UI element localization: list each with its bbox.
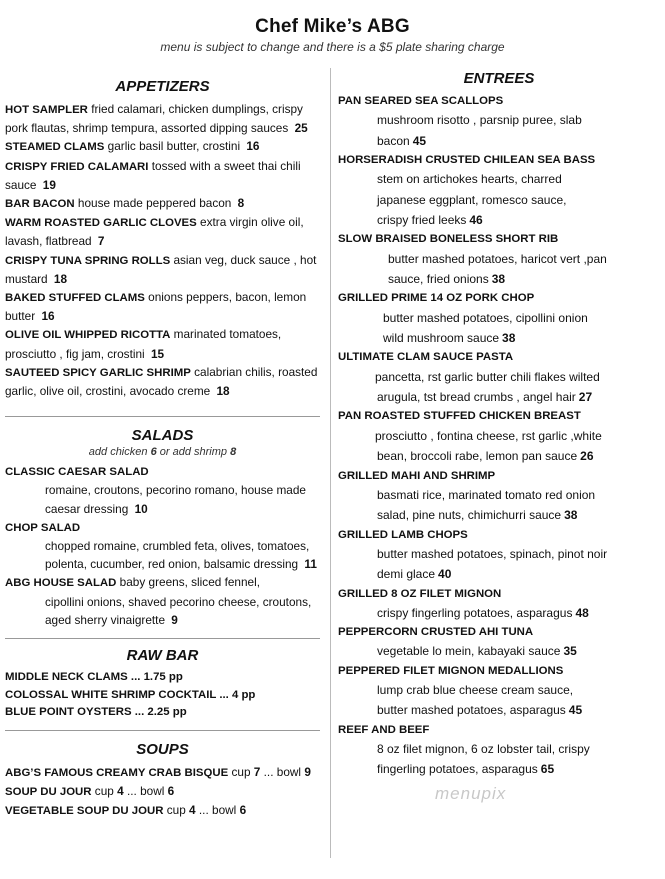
section-divider: [5, 416, 320, 417]
soup-item: VEGETABLE SOUP DU JOUR cup 4 ... bowl 6: [5, 802, 247, 817]
menu-item: PAN SEARED SEA SCALLOPS mushroom risotto , parsnip puree, slab bacon 45: [338, 95, 582, 148]
appetizers-list: [5, 100, 320, 400]
column-divider: [330, 68, 331, 858]
raw-bar-item: BLUE POINT OYSTERS ... 2.25 pp: [5, 706, 187, 719]
appetizers-heading: APPETIZERS: [115, 78, 210, 95]
soups-heading: SOUPS: [136, 740, 189, 758]
soups-list: [5, 763, 320, 821]
menu-item: CRISPY TUNA SPRING ROLLS asian veg, duck sauce , hot mustard 18: [5, 252, 317, 286]
menu-item: OLIVE OIL WHIPPED RICOTTA marinated tomatoes, prosciutto , fig jam, crostini 15: [5, 327, 282, 361]
menu-item: SLOW BRAISED BONELESS SHORT RIB butter mashed potatoes, haricot vert ,pan sauce, fried onions 38: [338, 233, 607, 287]
menu-item: CHOP SALAD chopped romaine, crumbled feta, olives, tomatoes, polenta, cucumber, red onion, balsamic dressing 11: [5, 521, 317, 572]
section-divider: [5, 730, 320, 731]
section-divider: [5, 638, 320, 639]
raw-bar-item: MIDDLE NECK CLAMS ... 1.75 pp: [5, 671, 183, 684]
watermark: menupix: [435, 784, 507, 803]
menu-item: GRILLED LAMB CHOPS butter mashed potatoes, spinach, pinot noir demi glace 40: [338, 528, 608, 582]
menu-item: CLASSIC CAESAR SALAD romaine, croutons, pecorino romano, house made caesar dressing 10: [5, 466, 306, 516]
menu-title: Chef Mike’s ABG: [255, 16, 410, 37]
menu-item: GRILLED MAHI AND SHRIMP basmati rice, marinated tomato red onion salad, pine nuts, chimichurri sauce 38: [338, 469, 596, 523]
menu-item: PAN ROASTED STUFFED CHICKEN BREAST prosciutto , fontina cheese, rst garlic ,white bean, broccoli rabe, lemon pan sauce 26: [338, 410, 602, 464]
menu-item: WARM ROASTED GARLIC CLOVES extra virgin olive oil, lavash, flatbread 7: [5, 215, 304, 249]
menu-item: SAUTEED SPICY GARLIC SHRIMP calabrian chilis, roasted garlic, olive oil, crostini, avocado creme 18: [5, 364, 318, 399]
salads-heading: SALADS: [131, 427, 194, 445]
menu-item: BAR BACON house made peppered bacon 8: [5, 196, 245, 211]
raw-bar-list: [5, 669, 320, 722]
menu-item: PEPPERCORN CRUSTED AHI TUNA vegetable lo mein, kabayaki sauce 35: [338, 626, 577, 659]
menu-item: HORSERADISH CRUSTED CHILEAN SEA BASS stem on artichokes hearts, charred japanese eggplant, romesco sauce, crispy fried leeks 46: [338, 154, 596, 228]
menu-item: CRISPY FRIED CALAMARI tossed with a sweet thai chili sauce 19: [5, 158, 301, 192]
menu-item: ABG HOUSE SALAD baby greens, sliced fennel, cipollini onions, shaved pecorino cheese, croutons, aged sherry vinaigrette 9: [5, 575, 312, 627]
menu-item: BAKED STUFFED CLAMS onions peppers, bacon, lemon butter 16: [5, 290, 307, 324]
menu-item: PEPPERED FILET MIGNON MEDALLIONS lump crab blue cheese cream sauce, butter mashed potatoes, asparagus 45: [338, 664, 583, 718]
raw-bar-item: COLOSSAL WHITE SHRIMP COCKTAIL ... 4 pp: [5, 688, 256, 701]
menu-item: REEF AND BEEF 8 oz filet mignon, 6 oz lobster tail, crispy fingerling potatoes, asparagus 65: [338, 723, 590, 777]
menu-item: GRILLED PRIME 14 OZ PORK CHOP butter mashed potatoes, cipollini onion wild mushroom sauce 38: [338, 292, 588, 346]
salads-list: [5, 462, 320, 629]
entrees-heading: ENTREES: [463, 70, 535, 87]
menu-item: ULTIMATE CLAM SAUCE PASTA pancetta, rst garlic butter chili flakes wilted arugula, tst bread crumbs , angel hair 27: [338, 351, 600, 405]
menu-item: HOT SAMPLER fried calamari, chicken dumplings, crispy pork flautas, shrimp tempura, assorted dipping sauces 25: [5, 102, 308, 136]
soup-item: SOUP DU JOUR cup 4 ... bowl 6: [5, 783, 175, 798]
raw-bar-heading: RAW BAR: [126, 647, 199, 665]
salads-addon-note: add chicken 6 or add shrimp 8: [88, 446, 237, 459]
entrees-list: [338, 92, 660, 780]
left-column: [5, 78, 320, 820]
right-column: [338, 70, 660, 780]
soup-item: ABG’S FAMOUS CREAMY CRAB BISQUE cup 7 ... bowl 9: [5, 764, 311, 779]
menu-subtitle: menu is subject to change and there is a $5 plate sharing charge: [160, 40, 505, 54]
menu-item: STEAMED CLAMS garlic basil butter, crostini 16: [5, 139, 260, 154]
menu-item: GRILLED 8 OZ FILET MIGNON crispy fingerling potatoes, asparagus 48: [338, 587, 589, 620]
